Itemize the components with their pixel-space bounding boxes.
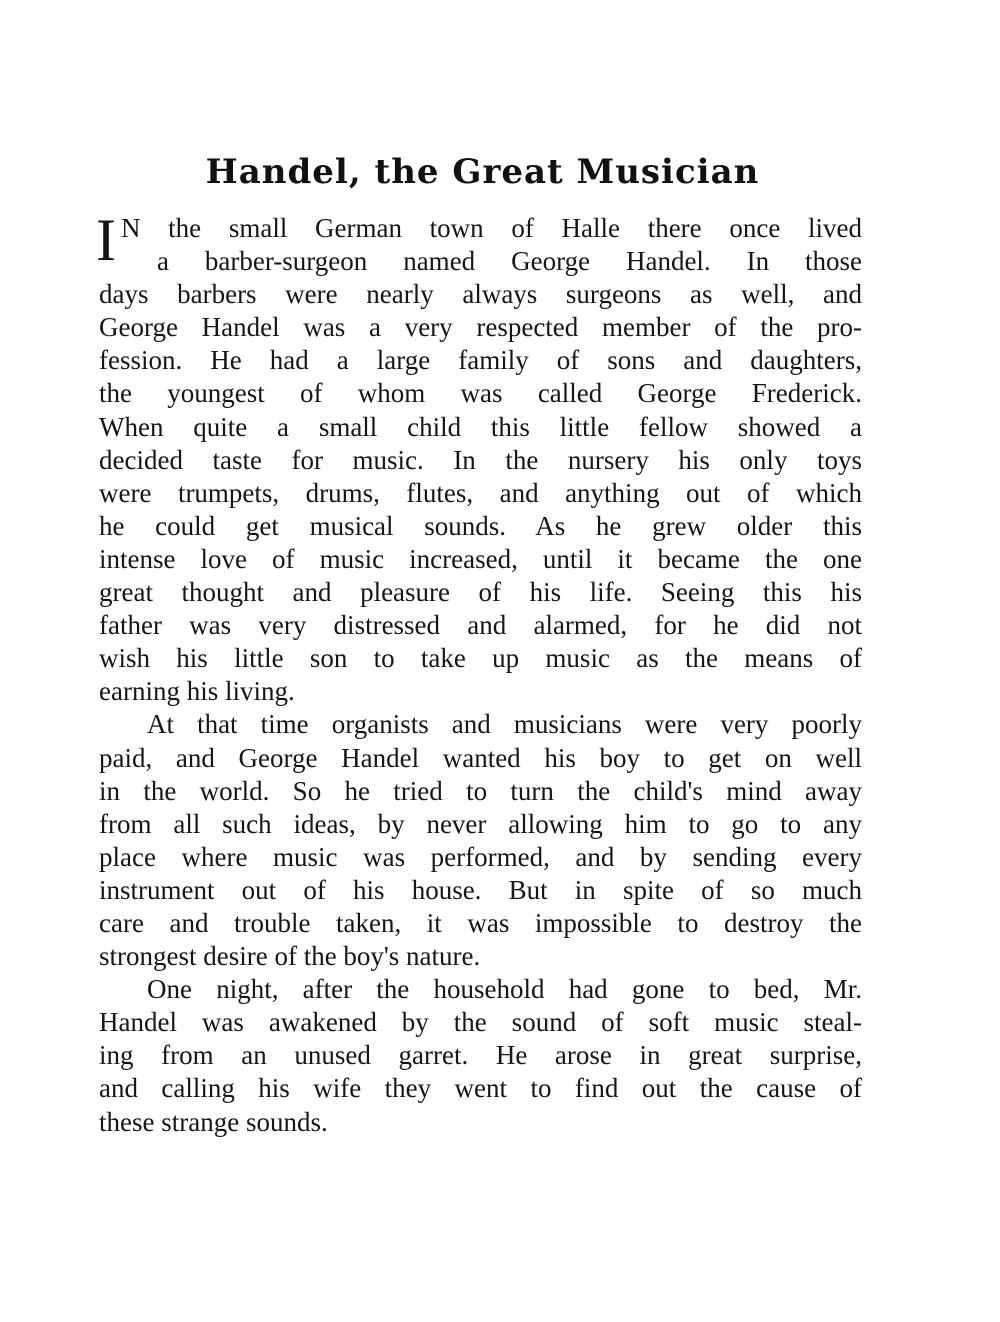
text-line: place where music was performed, and by sending every [99,841,862,872]
text-line: paid, and George Handel wanted his boy to get on well [99,742,862,773]
text-line: instrument out of his house. But in spite of so much [99,874,862,905]
text-line: the youngest of whom was called George Frederick. [99,378,862,409]
text-line: When quite a small child this little fellow showed a [99,411,862,442]
text-line: great thought and pleasure of his life. Seeing this his [99,577,862,608]
text-line: intense love of music increased, until it became the one [99,543,862,574]
text-line: Handel was awakened by the sound of soft music steal- [99,1007,862,1038]
chapter-title: Handel, the Great Musician [205,152,760,192]
text-line: and calling his wife they went to find out the cause of [99,1073,862,1104]
text-line: care and trouble taken, it was impossible to destroy the [99,907,862,938]
text-line: days barbers were nearly always surgeons as well, and [99,279,862,310]
text-line: At that time organists and musicians were very poorly [147,709,862,740]
text-line: he could get musical sounds. As he grew older this [99,510,862,541]
text-line: N the small German town of Halle there once lived [121,213,862,243]
text-line: earning his living. [99,676,295,707]
text-line: father was very distressed and alarmed, for he did not [99,610,862,641]
text-line: strongest desire of the boy's nature. [99,941,481,972]
text-line: a barber-surgeon named George Handel. In those [157,246,862,277]
text-line: decided taste for music. In the nursery his only toys [99,444,862,475]
text-line: One night, after the household had gone to bed, Mr. [147,974,862,1005]
drop-cap: I [96,207,116,273]
text-line: these strange sounds. [99,1106,328,1137]
text-line: were trumpets, drums, flutes, and anything out of which [99,477,862,508]
text-line: George Handel was a very respected member of the pro- [99,312,862,343]
text-line: in the world. So he tried to turn the child's mind away [99,775,862,806]
text-line: from all such ideas, by never allowing him to go to any [99,808,862,839]
body-text [96,207,862,1139]
text-line: ing from an unused garret. He arose in great surprise, [99,1040,862,1071]
text-line: fession. He had a large family of sons and daughters, [99,345,862,376]
text-line: wish his little son to take up music as the means of [99,643,862,674]
